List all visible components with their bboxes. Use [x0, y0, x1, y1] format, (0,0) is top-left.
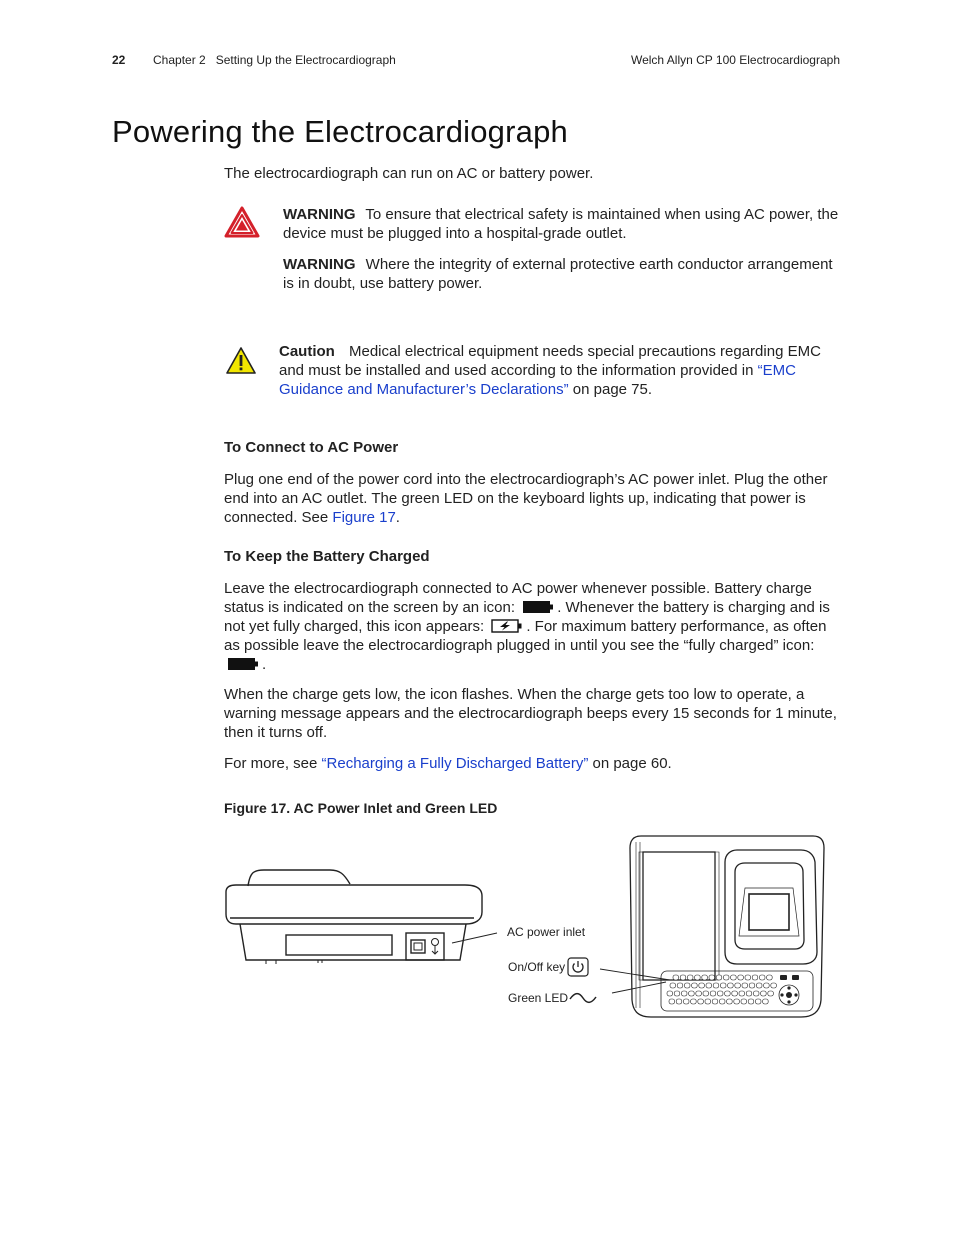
- caution-text-before: Medical electrical equipment needs special precautions regarding EMC and must be installed and used according to the information provided in: [279, 343, 821, 379]
- warning-1: [283, 205, 843, 243]
- battery-p1-part2: . Whenever the battery is charging and is not yet fully charged, this icon appears:: [224, 599, 830, 635]
- caution-text-after: on page 75.: [568, 381, 653, 398]
- power-key-icon: [567, 957, 589, 977]
- keyboard-key: [741, 999, 747, 1004]
- keyboard-key: [710, 991, 716, 996]
- page-title: Powering the Electrocardiograph: [112, 114, 568, 149]
- keyboard-key: [753, 991, 759, 996]
- ac-power-inlet-label: AC power inlet: [507, 925, 586, 939]
- connect-text-before: Plug one end of the power cord into the electrocardiograph’s AC power inlet. Plug the other end into an AC outlet. The green LED on the keyboard lights up, indicating that power is connected. See: [224, 471, 828, 526]
- keyboard-key: [739, 991, 745, 996]
- keyboard-key: [713, 983, 719, 988]
- keyboard-key: [746, 991, 752, 996]
- battery-paragraph-1: [224, 579, 842, 674]
- keyboard-key: [699, 983, 705, 988]
- keyboard-key: [703, 991, 709, 996]
- warning-triangle-icon: [224, 206, 260, 238]
- warning-2-text: Where the integrity of external protective earth conductor arrangement is in doubt, use battery power.: [283, 256, 833, 292]
- keyboard-key: [755, 999, 761, 1004]
- keyboard-key: [695, 975, 701, 980]
- figure-caption: Figure 17. AC Power Inlet and Green LED: [224, 800, 498, 816]
- on-off-key-label: On/Off key: [508, 960, 566, 974]
- connect-text-after: .: [395, 509, 400, 526]
- recharging-battery-link[interactable]: “Recharging a Fully Discharged Battery”: [321, 755, 589, 772]
- keyboard-key: [723, 975, 729, 980]
- keyboard-key: [696, 991, 702, 996]
- keyboard-key: [732, 991, 738, 996]
- keyboard-key: [763, 999, 769, 1004]
- keyboard-key: [756, 983, 762, 988]
- keyboard-key: [706, 983, 712, 988]
- battery-p1-part4: .: [262, 656, 267, 673]
- warning-2-label: WARNING: [283, 256, 356, 273]
- keyboard-key: [667, 991, 673, 996]
- battery-p3-after: on page 60.: [588, 755, 672, 772]
- keyboard-key: [687, 975, 693, 980]
- caution-note: [279, 342, 843, 399]
- keyboard-key: [752, 975, 758, 980]
- warning-2: [283, 255, 843, 293]
- battery-p1-part3: . For maximum battery performance, as often as possible leave the electrocardiograph plugged in until you see the “fully charged” icon:: [224, 618, 827, 654]
- emc-guidance-link[interactable]: “EMC Guidance and Manufacturer’s Declarations”: [279, 362, 796, 398]
- keyboard-key: [761, 991, 767, 996]
- connect-heading: To Connect to AC Power: [224, 439, 399, 456]
- keyboard-key: [680, 975, 686, 980]
- keyboard-key: [712, 999, 718, 1004]
- keyboard-key: [725, 991, 731, 996]
- keyboard-key: [689, 991, 695, 996]
- keyboard-key: [716, 975, 722, 980]
- keyboard-key: [698, 999, 704, 1004]
- battery-p1-part1: Leave the electrocardiograph connected to AC power whenever possible. Battery charge status is indicated on the screen by an icon:: [224, 580, 812, 616]
- keyboard-key: [767, 975, 773, 980]
- intro-text: The electrocardiograph can run on AC or battery power.: [224, 165, 594, 182]
- battery-charging-icon: [491, 619, 523, 633]
- keyboard-key: [670, 983, 676, 988]
- battery-heading: To Keep the Battery Charged: [224, 548, 430, 565]
- keyboard-key: [734, 999, 740, 1004]
- battery-full-icon: [522, 600, 554, 614]
- keyboard-key: [738, 975, 744, 980]
- keyboard-key: [676, 999, 682, 1004]
- keyboard-key: [745, 975, 751, 980]
- caution-label: Caution: [279, 343, 335, 360]
- chapter-header: Chapter 2 Setting Up the Electrocardiograph: [153, 53, 396, 67]
- keyboard-key: [749, 983, 755, 988]
- battery-p3-before: For more, see: [224, 755, 322, 772]
- keyboard-key: [727, 999, 733, 1004]
- page-number: 22: [112, 53, 126, 67]
- keyboard-key: [692, 983, 698, 988]
- keyboard-key: [731, 975, 737, 980]
- keyboard-key: [735, 983, 741, 988]
- warning-1-label: WARNING: [283, 206, 356, 223]
- keyboard-key: [674, 991, 680, 996]
- book-title-header: Welch Allyn CP 100 Electrocardiograph: [630, 53, 840, 67]
- keyboard-key: [764, 983, 770, 988]
- keyboard-key: [709, 975, 715, 980]
- keyboard-key: [673, 975, 679, 980]
- keyboard-key: [677, 983, 683, 988]
- keyboard-key: [683, 999, 689, 1004]
- keyboard-key: [759, 975, 765, 980]
- keyboard-key: [728, 983, 734, 988]
- keyboard-key: [684, 983, 690, 988]
- device-side-view-illustration: [220, 862, 505, 970]
- keyboard-key: [720, 983, 726, 988]
- green-led-label: Green LED: [508, 991, 569, 1005]
- keyboard-key: [768, 991, 774, 996]
- keyboard-key: [717, 991, 723, 996]
- keyboard-key: [702, 975, 708, 980]
- ac-led-wave-icon: [568, 991, 598, 1005]
- caution-triangle-icon: [225, 346, 257, 376]
- keyboard-key: [719, 999, 725, 1004]
- battery-paragraph-2: When the charge gets low, the icon flashes. When the charge gets too low to operate, a warning message appears and the electrocardiograph beeps every 15 seconds for 1 minute, then it turns off.: [224, 686, 837, 741]
- battery-paragraph-3: [224, 754, 842, 773]
- keyboard-key: [742, 983, 748, 988]
- keyboard-key: [681, 991, 687, 996]
- keyboard-key: [691, 999, 697, 1004]
- figure-17-link[interactable]: Figure 17: [332, 509, 396, 526]
- keyboard-key: [705, 999, 711, 1004]
- device-top-view-illustration: [625, 832, 828, 1022]
- warning-1-text: To ensure that electrical safety is maintained when using AC power, the device must be plugged into a hospital-grade outlet.: [283, 206, 839, 242]
- battery-fully-charged-icon: [227, 657, 259, 671]
- keyboard-key: [748, 999, 754, 1004]
- keyboard-key: [771, 983, 777, 988]
- connect-text: [224, 470, 842, 527]
- keyboard-key: [669, 999, 675, 1004]
